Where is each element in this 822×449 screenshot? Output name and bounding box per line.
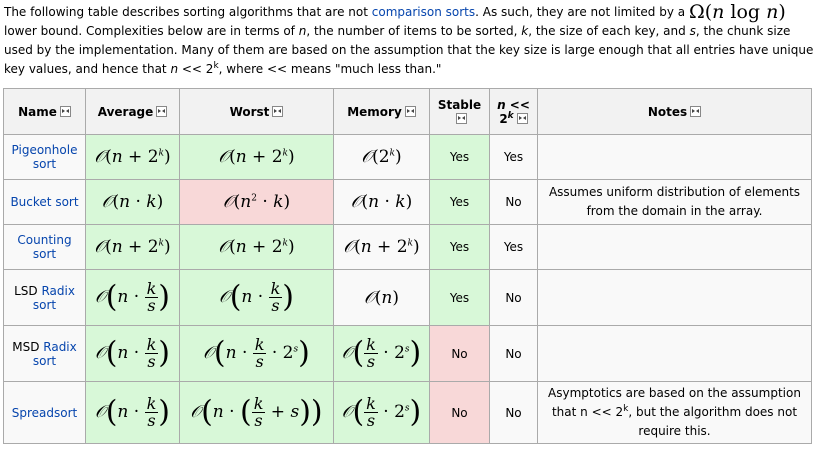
worst-cell: 𝒪(n + $2^k$) xyxy=(180,225,334,270)
table-row xyxy=(4,180,812,225)
algo-name xyxy=(4,180,86,225)
algo-name xyxy=(4,135,86,180)
algo-name-text: LSD xyxy=(14,283,42,298)
stable-cell: Yes xyxy=(430,225,490,270)
average-cell: 𝒪(n + $2^k$) xyxy=(86,135,180,180)
memory-cell: 𝒪(2$^k$) xyxy=(334,135,430,180)
stable-cell: Yes xyxy=(430,135,490,180)
col-stable[interactable] xyxy=(430,89,490,135)
col-worst[interactable] xyxy=(180,89,334,135)
average-cell: 𝒪(n · $\frac{k}{s}$ ) xyxy=(86,326,180,382)
header-label: Notes xyxy=(647,104,688,119)
notes-cell xyxy=(538,135,812,180)
nk-cell: No xyxy=(490,180,538,225)
algo-name-text: sort xyxy=(32,247,57,261)
var-n: n xyxy=(170,62,179,76)
header-row xyxy=(4,89,812,135)
sort-icon[interactable] xyxy=(405,106,416,117)
notes-text: , but the algorithm does not require this. xyxy=(628,405,798,438)
intro-text: , where << means "much less than." xyxy=(218,62,442,76)
average-cell: 𝒪(n + $2^k$) xyxy=(86,225,180,270)
worst-cell: 𝒪(n + $2^k$) xyxy=(180,135,334,180)
col-name[interactable] xyxy=(4,89,86,135)
algo-link[interactable] xyxy=(17,233,71,261)
algo-name-text: sort xyxy=(32,157,57,171)
sort-icon[interactable] xyxy=(60,106,71,117)
non-comparison-sorts-table xyxy=(3,88,812,444)
memory-cell: 𝒪(n + $2^k$) xyxy=(334,225,430,270)
intro-text: << 2 xyxy=(178,62,214,76)
sort-icon[interactable] xyxy=(156,106,167,117)
algo-name-text: Pigeonhole xyxy=(11,143,78,157)
algo-name-text: Bucket sort xyxy=(10,195,79,209)
header-label: 2 xyxy=(499,111,508,126)
nk-cell: No xyxy=(490,326,538,382)
header-label: Stable xyxy=(437,97,482,112)
header-label: Average xyxy=(97,104,154,119)
header-label: Name xyxy=(18,104,57,119)
algo-name-text: Radix xyxy=(41,283,75,298)
algo-name xyxy=(4,270,86,326)
notes-cell xyxy=(538,225,812,270)
average-cell: 𝒪(n · $\frac{k}{s}$ ) xyxy=(86,382,180,444)
sort-icon[interactable] xyxy=(272,106,283,117)
var-k: k xyxy=(521,24,529,38)
omega-bound: Ω(n log n) xyxy=(688,1,786,23)
sort-icon[interactable] xyxy=(517,113,528,124)
var-n: n xyxy=(298,24,307,38)
superscript: k xyxy=(623,404,629,414)
col-n-ll-2k[interactable] xyxy=(490,89,538,135)
header-label: Worst xyxy=(229,104,270,119)
algo-name-text: Counting xyxy=(17,233,72,247)
algo-name-text: sort xyxy=(32,353,57,368)
memory-cell: 𝒪( $\frac{k}{s}$ · $2^s$) xyxy=(334,382,430,444)
algo-name xyxy=(4,225,86,270)
comparison-sorts-link[interactable]: comparison sorts xyxy=(371,5,476,19)
stable-cell: Yes xyxy=(430,180,490,225)
memory-cell: 𝒪( $\frac{k}{s}$ · $2^s$) xyxy=(334,326,430,382)
var-s: s xyxy=(689,24,696,38)
worst-cell: 𝒪(n · ( $\frac{k}{s}$ + s)) xyxy=(180,382,334,444)
notes-text: Asymptotics are based on the assumption that n << 2 xyxy=(548,386,801,419)
stable-cell: Yes xyxy=(430,270,490,326)
worst-cell: 𝒪(n · $\frac{k}{s}$ · $2^s$) xyxy=(180,326,334,382)
algo-name-text: sort xyxy=(32,297,57,312)
algo-name xyxy=(4,326,86,382)
intro-text: , the size of each key, and xyxy=(528,24,690,38)
notes-cell xyxy=(538,382,812,444)
notes-cell xyxy=(538,326,812,382)
table-row xyxy=(4,382,812,444)
notes-cell xyxy=(538,270,812,326)
intro-text: , the number of items to be sorted, xyxy=(306,24,522,38)
nk-cell: No xyxy=(490,382,538,444)
stable-cell: No xyxy=(430,326,490,382)
memory-cell: 𝒪(n) xyxy=(334,270,430,326)
superscript: k xyxy=(213,61,219,71)
nk-cell: Yes xyxy=(490,135,538,180)
superscript: k xyxy=(507,110,514,121)
col-memory[interactable] xyxy=(334,89,430,135)
header-label: n << xyxy=(497,97,530,112)
table-row xyxy=(4,270,812,326)
algo-link[interactable] xyxy=(12,143,78,171)
stable-cell: No xyxy=(430,382,490,444)
sort-icon[interactable] xyxy=(456,113,467,124)
average-cell: 𝒪(n · $\frac{k}{s}$ ) xyxy=(86,270,180,326)
algo-name-text: Spreadsort xyxy=(11,405,78,420)
table-row xyxy=(4,326,812,382)
algo-name-text: Radix xyxy=(43,339,77,354)
algo-link[interactable] xyxy=(10,195,78,209)
algo-link[interactable] xyxy=(12,406,78,420)
nk-cell: Yes xyxy=(490,225,538,270)
table-row xyxy=(4,135,812,180)
nk-cell: No xyxy=(490,270,538,326)
worst-cell: $𝒪(n^2 \cdot k)$ xyxy=(180,180,334,225)
table-row xyxy=(4,225,812,270)
average-cell: 𝒪(n · k) xyxy=(86,180,180,225)
col-average[interactable] xyxy=(86,89,180,135)
intro-text: , the chunk size used by the implementation. Many of them are based on the assumption that the key size is large enough that all entries have unique key values, and hence that xyxy=(4,24,814,76)
col-notes[interactable] xyxy=(538,89,812,135)
algo-name-text: MSD xyxy=(12,339,44,354)
notes-cell: Assumes uniform distribution of elements from the domain in the array. xyxy=(538,180,812,225)
sort-icon[interactable] xyxy=(690,106,701,117)
memory-cell: 𝒪(n · k) xyxy=(334,180,430,225)
algo-name xyxy=(4,382,86,444)
intro-text: . As such, they are not limited by a xyxy=(475,5,689,19)
header-label: Memory xyxy=(347,104,402,119)
intro-text: lower bound. Complexities below are in terms of xyxy=(4,24,299,38)
intro-paragraph xyxy=(4,3,818,79)
intro-text: The following table describes sorting algorithms that are not xyxy=(4,5,372,19)
worst-cell: 𝒪(n · $\frac{k}{s}$ ) xyxy=(180,270,334,326)
